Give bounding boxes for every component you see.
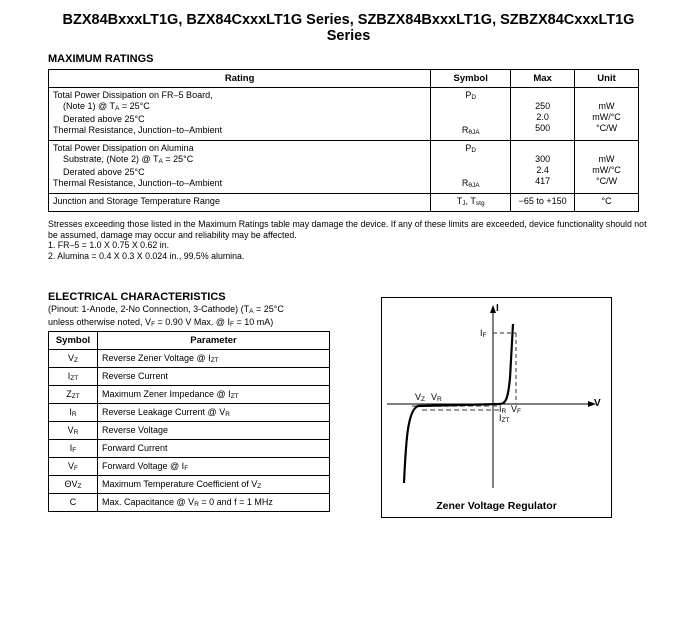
table-row — [49, 194, 639, 212]
symbol-cell: $T_J$, $T_{stg}$ — [431, 194, 511, 212]
table-row — [49, 368, 330, 386]
table-row — [49, 458, 330, 476]
max-value: 417 — [535, 176, 551, 186]
axis-i-label: I — [496, 303, 499, 314]
table-row — [49, 494, 330, 512]
header-max: Max — [511, 70, 575, 88]
max-value: 500 — [535, 123, 551, 133]
parameter-cell: Reverse Voltage — [98, 422, 330, 440]
symbol-rtheta: $R_{\theta JA}$ — [461, 125, 480, 136]
parameter-cell: Maximum Temperature Coefficient of $V_Z$ — [98, 476, 330, 494]
table-row — [49, 386, 330, 404]
table-row — [49, 350, 330, 368]
rating-text: (Note 1) @ $T_A = 25^\circ C$ — [63, 101, 150, 112]
table-header-row — [49, 70, 639, 88]
unit-value: mW/°C — [592, 165, 621, 175]
diagram-caption: Zener Voltage Regulator — [436, 500, 557, 512]
document-title — [0, 12, 697, 44]
stress-note: Stresses exceeding those listed in the Maximum Ratings table may damage the device. If any of these limits are exceeded, device functionality should not be assumed, damage may occur and reliability may be affected. — [48, 219, 647, 240]
header-unit: Unit — [575, 70, 639, 88]
electrical-conditions — [48, 304, 348, 330]
symbol-cell: $V_F$ — [49, 458, 98, 476]
if-label: $I_F$ — [480, 328, 487, 339]
ratings-notes — [48, 219, 648, 261]
parameter-cell: Forward Voltage @ $I_F$ — [98, 458, 330, 476]
vr-label: $V_R$ — [431, 392, 442, 403]
note-2: 2. Alumina = 0.4 X 0.3 X 0.024 in., 99.5% alumina. — [48, 250, 245, 261]
zener-characteristic-diagram — [381, 297, 612, 518]
rating-text: Thermal Resistance, Junction–to–Ambient — [53, 125, 223, 135]
table-row — [49, 422, 330, 440]
axis-v-label: V — [594, 398, 601, 409]
symbol-rtheta: $R_{\theta JA}$ — [461, 178, 480, 189]
rating-cell — [49, 141, 431, 194]
conditions-line-1: (Pinout: 1-Anode, 2-No Connection, 3-Cathode) ($T_A = 25^\circ C$ — [48, 304, 284, 315]
note-1: 1. FR–5 = 1.0 X 0.75 X 0.62 in. — [48, 240, 170, 250]
unit-cell — [575, 141, 639, 194]
symbol-cell: $\Theta V_Z$ — [49, 476, 98, 494]
max-value: 2.4 — [536, 165, 549, 175]
parameter-cell: Reverse Zener Voltage @ $I_{ZT}$ — [98, 350, 330, 368]
max-value: 250 — [535, 101, 551, 111]
rating-cell — [49, 88, 431, 141]
unit-value: mW — [598, 154, 615, 164]
rating-cell: Junction and Storage Temperature Range — [49, 194, 431, 212]
symbol-cell: $V_Z$ — [49, 350, 98, 368]
symbol-cell — [431, 141, 511, 194]
conditions-line-2: unless otherwise noted, $V_F = 0.90$ V Max. @ $I_F = 10$ mA) — [48, 317, 274, 328]
electrical-heading: ELECTRICAL CHARACTERISTICS — [48, 291, 226, 303]
parameter-cell: Max. Capacitance @ $V_R = 0$ and f = 1 MHz — [98, 494, 330, 512]
max-ratings-heading: MAXIMUM RATINGS — [48, 53, 154, 65]
table-row — [49, 476, 330, 494]
table-row — [49, 88, 639, 141]
table-row — [49, 404, 330, 422]
table-row — [49, 141, 639, 194]
symbol-pd: $P_D$ — [465, 143, 477, 154]
parameter-cell: Reverse Current — [98, 368, 330, 386]
title-line-2: Series — [326, 28, 371, 44]
rating-text: Derated above 25°C — [63, 114, 145, 124]
rating-text: Total Power Dissipation on Alumina — [53, 143, 194, 153]
max-value: 300 — [535, 154, 551, 164]
vz-label: $V_Z$ — [415, 392, 425, 403]
izt-label: $I_{ZT}$ — [499, 413, 510, 424]
symbol-cell: $I_F$ — [49, 440, 98, 458]
rating-text: Thermal Resistance, Junction–to–Ambient — [53, 178, 223, 188]
max-cell — [511, 141, 575, 194]
unit-cell — [575, 88, 639, 141]
header-parameter: Parameter — [98, 332, 330, 350]
table-row — [49, 440, 330, 458]
parameter-cell: Forward Current — [98, 440, 330, 458]
symbol-cell: $V_R$ — [49, 422, 98, 440]
parameter-cell: Maximum Zener Impedance @ $I_{ZT}$ — [98, 386, 330, 404]
unit-value: mW — [598, 101, 615, 111]
max-cell: −65 to +150 — [511, 194, 575, 212]
header-rating: Rating — [49, 70, 431, 88]
symbol-cell: $I_R$ — [49, 404, 98, 422]
symbol-cell: $Z_{ZT}$ — [49, 386, 98, 404]
header-symbol: Symbol — [431, 70, 511, 88]
unit-value: °C/W — [595, 176, 618, 186]
symbol-cell — [431, 88, 511, 141]
rating-text: Substrate, (Note 2) @ $T_A = 25^\circ C$ — [63, 154, 194, 165]
symbol-cell: C — [49, 494, 98, 512]
parameter-cell: Reverse Leakage Current @ $V_R$ — [98, 404, 330, 422]
symbol-cell: $I_{ZT}$ — [49, 368, 98, 386]
unit-cell: °C — [575, 194, 639, 212]
symbol-pd: $P_D$ — [465, 90, 477, 101]
vf-label: $V_F$ — [511, 404, 521, 415]
unit-value: °C/W — [595, 123, 618, 133]
table-header-row — [49, 332, 330, 350]
ir-label: $I_R$ — [499, 404, 507, 415]
rating-text: Derated above 25°C — [63, 167, 145, 177]
symbol-parameter-table — [48, 331, 330, 512]
rating-text: Total Power Dissipation on FR–5 Board, — [53, 90, 213, 100]
max-cell — [511, 88, 575, 141]
diagram-svg — [382, 298, 611, 517]
header-symbol: Symbol — [49, 332, 98, 350]
max-value: 2.0 — [536, 112, 549, 122]
unit-value: mW/°C — [592, 112, 621, 122]
max-ratings-table — [48, 69, 639, 212]
title-line-1: BZX84BxxxLT1G, BZX84CxxxLT1G Series, SZBZX84BxxxLT1G, SZBZX84CxxxLT1G — [62, 12, 635, 28]
